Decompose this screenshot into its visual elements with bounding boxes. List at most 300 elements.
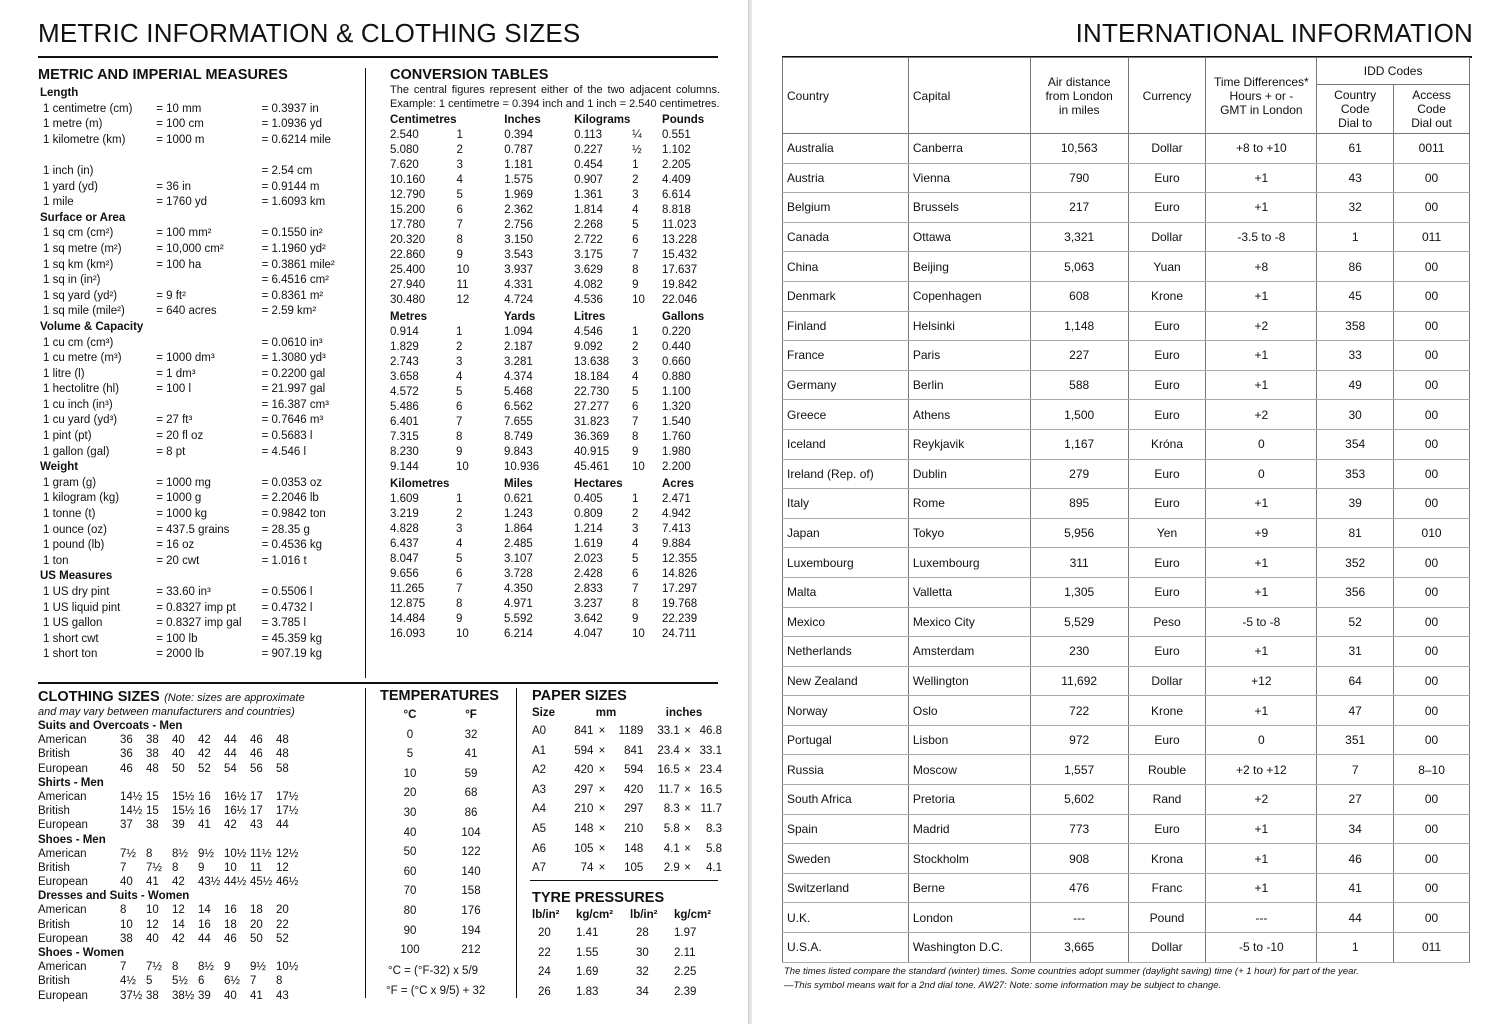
conversion-cell: 3.629	[574, 264, 603, 276]
country-cell: 3,665	[1030, 933, 1128, 963]
metric-cell: = 100 ha	[156, 258, 202, 271]
metric-cell: = 2.59 km²	[261, 305, 317, 318]
clothing-cell: British	[38, 805, 70, 818]
conversion-cell: 11.023	[662, 219, 697, 231]
temperature-row	[372, 804, 502, 824]
country-cell: +8	[1206, 252, 1317, 282]
celsius-value: 100	[400, 944, 420, 957]
metric-cell: = 1000 m	[156, 133, 205, 146]
conversion-cell: 17.637	[662, 264, 698, 276]
clothing-cell: 36	[120, 748, 133, 761]
conversion-cell: 8.818	[662, 204, 691, 216]
conversion-cell: 8.749	[504, 431, 533, 443]
metric-cell: 1 ton	[43, 554, 69, 567]
conversion-header: Metres	[390, 311, 428, 323]
fahrenheit-value: 86	[464, 806, 478, 819]
country-cell: Dollar	[1128, 933, 1206, 963]
country-name: Ireland (Rep. of)	[783, 459, 909, 489]
conversion-cell: 1.619	[574, 538, 603, 550]
conversion-cell: 22.239	[662, 613, 698, 625]
clothing-cell: British	[38, 918, 70, 931]
conversion-cell: 6.401	[390, 416, 419, 428]
conversion-header: Yards	[504, 311, 536, 323]
clothing-cell: 7	[120, 861, 127, 874]
country-cell: 00	[1394, 844, 1470, 874]
paper-header	[532, 704, 722, 722]
country-cell: 46	[1317, 844, 1394, 874]
fahrenheit-value: 140	[461, 865, 481, 878]
country-cell: 32	[1317, 193, 1394, 223]
conversion-row	[390, 143, 718, 158]
country-cell: 00	[1394, 577, 1470, 607]
conversion-row	[390, 567, 718, 582]
tyre-title: TYRE PRESSURES	[532, 890, 665, 906]
conversion-cell: 0.394	[504, 129, 534, 141]
clothing-cell: 14½	[120, 790, 143, 803]
clothing-cell: 6	[198, 975, 205, 988]
conversion-cell: 10	[456, 264, 470, 276]
conversion-cell: 10	[632, 294, 645, 306]
country-cell: 476	[1030, 873, 1128, 903]
clothing-cell: 44	[198, 932, 211, 945]
clothing-cell: 10	[120, 918, 133, 931]
clothing-cell: 16½	[224, 805, 247, 818]
metric-cell	[156, 398, 261, 414]
country-cell: 608	[1030, 281, 1128, 311]
conversion-row	[390, 522, 718, 537]
paper-cell: ×	[684, 783, 691, 796]
metric-cell: 1 sq yard (yd²)	[43, 289, 118, 302]
conversion-cell: 3.658	[390, 371, 419, 383]
tyre-cell: 1.83	[576, 985, 599, 998]
conversion-cell: 1.969	[504, 189, 534, 201]
paper-row	[532, 840, 722, 860]
conversion-cell: 0.220	[662, 326, 691, 338]
clothing-row	[38, 875, 358, 889]
conversion-cell: 7.655	[504, 416, 533, 428]
conversion-cell: 5	[456, 386, 463, 398]
country-cell: 00	[1394, 370, 1470, 400]
clothing-cell: 40	[172, 748, 185, 761]
conversion-row	[390, 597, 718, 612]
conversion-cell: 3.219	[390, 508, 419, 520]
country-row	[783, 193, 1470, 223]
conversion-row	[390, 370, 718, 385]
clothing-cell: 15	[146, 790, 159, 803]
paper-row	[532, 859, 722, 879]
paper-cell: 33.1	[657, 725, 680, 737]
clothing-cell: 16½	[224, 790, 247, 803]
conversion-cell: 27.277	[574, 401, 610, 413]
conversion-section-title: CONVERSION TABLES	[390, 67, 549, 83]
clothing-cell: 5	[146, 975, 153, 988]
conversion-cell: 1	[632, 326, 639, 338]
metric-cell: 1 litre (l)	[43, 367, 85, 380]
country-cell: Reykjavik	[908, 429, 1030, 459]
clothing-cell: 16	[224, 904, 237, 917]
temperature-row	[372, 922, 502, 942]
clothing-cell: American	[38, 904, 87, 917]
clothing-row	[38, 747, 358, 761]
conversion-cell: 4	[456, 371, 463, 383]
international-rows	[783, 134, 1470, 963]
paper-cell: 148	[574, 822, 594, 835]
country-cell: 352	[1317, 548, 1394, 578]
metric-row	[40, 133, 360, 149]
metric-row	[40, 195, 360, 211]
celsius-header: °C	[403, 709, 417, 721]
paper-cell: ×	[684, 862, 691, 875]
conversion-cell: 1.214	[574, 523, 603, 535]
country-cell: 5,529	[1030, 607, 1128, 637]
conversion-cell: 5	[456, 189, 463, 201]
idd-header: IDD Codes	[1317, 58, 1470, 85]
conversion-cell: 2.756	[504, 219, 534, 231]
conversion-cell: 3.543	[504, 249, 534, 261]
clothing-cell: 16	[198, 918, 211, 931]
conversion-header: Kilometres	[390, 478, 450, 490]
temperature-row	[372, 941, 502, 961]
metric-cell: = 0.8327 imp gal	[156, 617, 242, 630]
country-cell: 3,321	[1030, 222, 1128, 252]
country-cell: 1,167	[1030, 429, 1128, 459]
country-cell: +8 to +10	[1206, 134, 1317, 164]
country-cell: 00	[1394, 163, 1470, 193]
country-cell: +2	[1206, 785, 1317, 815]
conversion-row	[390, 263, 718, 278]
paper-sizes	[532, 688, 722, 879]
conversion-cell: 8	[632, 598, 639, 610]
clothing-row	[38, 762, 358, 776]
country-cell: +1	[1206, 281, 1317, 311]
conversion-header-row	[390, 113, 718, 128]
country-cell: -5 to -10	[1206, 933, 1317, 963]
country-cell: Euro	[1128, 725, 1206, 755]
country-cell: -5 to -8	[1206, 607, 1317, 637]
country-cell: 972	[1030, 725, 1128, 755]
conversion-cell: 10	[456, 628, 469, 640]
conversion-row	[390, 537, 718, 552]
clothing-cell: 39	[198, 989, 211, 1002]
metric-cell: = 0.4732 l	[261, 601, 313, 614]
tyre-cell: 1.97	[674, 927, 697, 939]
country-name: Australia	[783, 134, 909, 164]
metric-cell: 1 US gallon	[43, 617, 103, 630]
metric-cell	[156, 148, 261, 164]
country-cell: Berne	[908, 873, 1030, 903]
country-cell: 00	[1394, 193, 1470, 223]
conversion-cell: 3	[456, 159, 463, 171]
clothing-cell: American	[38, 961, 87, 974]
country-row	[783, 489, 1470, 519]
paper-cell: 16.5	[699, 783, 722, 796]
clothing-cell: 10½	[224, 847, 247, 860]
country-row	[783, 222, 1470, 252]
country-cell: +9	[1206, 518, 1317, 548]
metric-cell: 1 tonne (t)	[43, 508, 96, 521]
conversion-cell: 1	[632, 159, 639, 171]
conversion-header	[456, 477, 504, 492]
country-cell: Stockholm	[908, 844, 1030, 874]
paper-cell: A2	[532, 764, 547, 777]
country-cell: 86	[1317, 252, 1394, 282]
metric-row	[40, 273, 360, 289]
clothing-cell: 48	[276, 734, 289, 747]
celsius-value: 0	[406, 728, 414, 741]
tyre-cell: 32	[636, 966, 649, 978]
conversion-cell: 6.614	[662, 189, 691, 201]
country-row	[783, 134, 1470, 164]
paper-cell: 105	[574, 842, 594, 855]
clothing-cell: 16	[198, 805, 211, 818]
paper-cell: 46.8	[699, 725, 722, 737]
country-cell: ---	[1206, 903, 1317, 933]
time-header-2: Hours + or -	[1229, 88, 1294, 103]
clothing-cell: 8	[276, 975, 283, 988]
metric-cell: = 907.19 kg	[261, 648, 322, 661]
clothing-cell: 42	[172, 876, 185, 889]
conversion-cell: 8.047	[390, 553, 419, 565]
clothing-cell: 17	[250, 790, 263, 803]
country-cell: 64	[1317, 666, 1394, 696]
country-cell: 773	[1030, 814, 1128, 844]
clothing-cell: 58	[276, 762, 289, 775]
conversion-cell: 27.940	[390, 279, 426, 291]
clothing-cell: 36	[120, 734, 133, 747]
conversion-header	[632, 310, 662, 325]
paper-cell: 5.8	[706, 842, 722, 855]
clothing-cell: British	[38, 861, 70, 874]
clothing-cell: 46	[250, 734, 263, 747]
country-cell: Mexico City	[908, 607, 1030, 637]
country-cell: +1	[1206, 341, 1317, 371]
clothing-cell: 42	[198, 748, 211, 761]
conversion-cell: 12.790	[390, 189, 426, 201]
clothing-cell: 43½	[198, 876, 221, 889]
conversion-cell: 7.315	[390, 431, 419, 443]
paper-cell: 74	[580, 862, 594, 875]
conversion-row	[390, 612, 718, 627]
country-name: Iceland	[783, 429, 909, 459]
conversion-cell: 4	[456, 538, 463, 550]
country-name: New Zealand	[783, 666, 909, 696]
country-name: Netherlands	[783, 637, 909, 667]
celsius-value: 50	[403, 846, 417, 859]
country-cell: Rouble	[1128, 755, 1206, 785]
conversion-cell: 6	[632, 568, 639, 580]
metric-cell: 1 gallon (gal)	[43, 445, 110, 458]
paper-cell: 16.5	[657, 764, 680, 777]
clothing-cell: 56	[250, 762, 263, 775]
metric-cell: 1 inch (in)	[43, 164, 94, 177]
clothing-cell: 12	[172, 904, 185, 917]
tyre-cell: 2.39	[674, 985, 697, 998]
temperature-row	[372, 745, 502, 765]
metric-row	[40, 102, 360, 118]
paper-cell: 4.1	[663, 842, 680, 855]
conversion-table	[390, 477, 718, 642]
metric-cell: = 0.8361 m²	[261, 289, 324, 302]
conversion-cell: 20.320	[390, 234, 426, 246]
clothing-group-label: Shoes - Women	[38, 947, 125, 959]
country-row	[783, 518, 1470, 548]
conversion-cell: 3	[632, 189, 639, 201]
conversion-cell: 7	[632, 583, 639, 595]
conversion-cell: 2	[456, 341, 463, 353]
metric-cell: = 0.1550 in²	[261, 227, 323, 240]
country-cell: 217	[1030, 193, 1128, 223]
clothing-cell: 42	[172, 932, 185, 945]
conversion-header: Litres	[574, 311, 606, 323]
country-cell: Paris	[908, 341, 1030, 371]
conversion-cell: 9.843	[504, 446, 533, 458]
country-row	[783, 252, 1470, 282]
paper-mm-header: mm	[595, 707, 617, 719]
country-cell: Euro	[1128, 637, 1206, 667]
country-name: Austria	[783, 163, 909, 193]
conversion-cell: 0.787	[504, 144, 534, 156]
metric-cell: = 0.8327 imp pt	[156, 601, 236, 614]
paper-cell: 841	[574, 725, 594, 737]
metric-cell: = 0.3861 mile²	[261, 258, 335, 271]
conversion-cell: 6	[456, 204, 463, 216]
country-cell: 00	[1394, 429, 1470, 459]
temperature-row	[372, 843, 502, 863]
country-cell: ---	[1030, 903, 1128, 933]
metric-cell: = 1.6093 km	[261, 196, 326, 209]
country-row	[783, 637, 1470, 667]
clothing-cell: 16	[198, 790, 211, 803]
clothing-row	[38, 903, 358, 917]
clothing-cell: 7½	[146, 861, 162, 874]
country-cell: Rome	[908, 489, 1030, 519]
paper-title: PAPER SIZES	[532, 688, 627, 704]
country-cell: Euro	[1128, 548, 1206, 578]
country-cell: 00	[1394, 252, 1470, 282]
metric-cell: 1 sq km (km²)	[43, 258, 114, 271]
country-cell: 00	[1394, 725, 1470, 755]
paper-cell: 11.7	[700, 803, 722, 816]
metric-cell: = 1.0936 yd	[261, 118, 322, 131]
country-cell: 47	[1317, 696, 1394, 726]
conversion-header: Gallons	[662, 311, 705, 323]
metric-cell: = 10 mm	[156, 102, 202, 115]
country-cell: 5,956	[1030, 518, 1128, 548]
conversion-cell: 1.102	[662, 144, 691, 156]
clothing-cell: 44	[224, 748, 237, 761]
celsius-value: 70	[403, 885, 417, 898]
country-cell: 81	[1317, 518, 1394, 548]
conversion-cell: 8.230	[390, 446, 419, 458]
conversion-cell: 9	[632, 446, 639, 458]
paper-cell: 841	[624, 744, 644, 757]
country-cell: Helsinki	[908, 311, 1030, 341]
conversion-cell: 2.540	[390, 129, 419, 141]
conversion-cell: 1	[632, 493, 639, 505]
conversion-row	[390, 173, 718, 188]
conversion-cell: 1	[456, 129, 463, 141]
tyre-cell: 2.25	[674, 966, 697, 978]
metric-cell: 1 yard (yd)	[43, 180, 98, 193]
conversion-cell: 6	[456, 568, 463, 580]
metric-cell	[156, 336, 261, 352]
conversion-cell: 17.297	[662, 583, 698, 595]
conversion-header: Acres	[662, 478, 694, 490]
celsius-value: 30	[403, 806, 417, 819]
conversion-cell: 3.642	[574, 613, 603, 625]
country-cell: +2	[1206, 311, 1317, 341]
clothing-cell: 18	[224, 918, 237, 931]
country-cell: Pretoria	[908, 785, 1030, 815]
metric-cell: 1 pint (pt)	[43, 430, 92, 443]
conversion-cell: ¼	[632, 129, 642, 141]
clothing-cell: 38½	[172, 989, 195, 1002]
tyre-header	[532, 906, 722, 924]
country-cell: Euro	[1128, 193, 1206, 223]
clothing-cell: 9½	[198, 847, 214, 860]
metric-cell: = 0.5683 l	[261, 430, 313, 443]
conversion-cell: 9.092	[574, 341, 603, 353]
paper-cell: 297	[574, 783, 594, 796]
country-cell: Euro	[1128, 341, 1206, 371]
clothing-cell: 12	[276, 861, 289, 874]
country-cell: 00	[1394, 281, 1470, 311]
country-cell: Luxembourg	[908, 548, 1030, 578]
country-cell: Lisbon	[908, 725, 1030, 755]
country-cell: 0	[1206, 429, 1317, 459]
capital-header: Capital	[908, 58, 1030, 134]
conversion-row	[390, 552, 718, 567]
currency-header: Currency	[1128, 58, 1206, 134]
metric-cell: 1 short ton	[43, 648, 98, 661]
formula-f: °F = (°C x 9/5) + 32	[386, 984, 486, 997]
metric-row	[40, 445, 360, 461]
conversion-cell: 12	[456, 294, 470, 306]
country-cell: 61	[1317, 134, 1394, 164]
country-cell: 00	[1394, 666, 1470, 696]
celsius-value: 90	[403, 924, 417, 937]
country-cell: 351	[1317, 725, 1394, 755]
conversion-cell: 3.150	[504, 234, 534, 246]
country-cell: 1	[1317, 222, 1394, 252]
clothing-cell: 8	[120, 904, 127, 917]
metric-cell: = 27 ft³	[156, 414, 193, 427]
country-name: Sweden	[783, 844, 909, 874]
country-row	[783, 844, 1470, 874]
conversion-table	[390, 113, 718, 308]
clothing-row	[38, 960, 358, 974]
country-row	[783, 903, 1470, 933]
conversion-cell: ½	[632, 144, 642, 156]
clothing-row	[38, 818, 358, 832]
country-cell: Brussels	[908, 193, 1030, 223]
section-rule	[530, 880, 718, 881]
conversion-cell: 1.575	[504, 174, 534, 186]
country-cell: +1	[1206, 489, 1317, 519]
conversion-cell: 5	[632, 219, 639, 231]
clothing-cell: 22	[276, 918, 289, 931]
tyre-row	[532, 944, 722, 964]
tyre-row	[532, 924, 722, 944]
metric-section-title: METRIC AND IMPERIAL MEASURES	[38, 67, 288, 83]
clothing-cell: 17	[250, 805, 263, 818]
conversion-cell: 5	[632, 553, 639, 565]
conversion-row	[390, 278, 718, 293]
country-row	[783, 370, 1470, 400]
metric-row	[40, 601, 360, 617]
conversion-header	[632, 477, 662, 492]
clothing-section-title: CLOTHING SIZES	[38, 689, 160, 705]
